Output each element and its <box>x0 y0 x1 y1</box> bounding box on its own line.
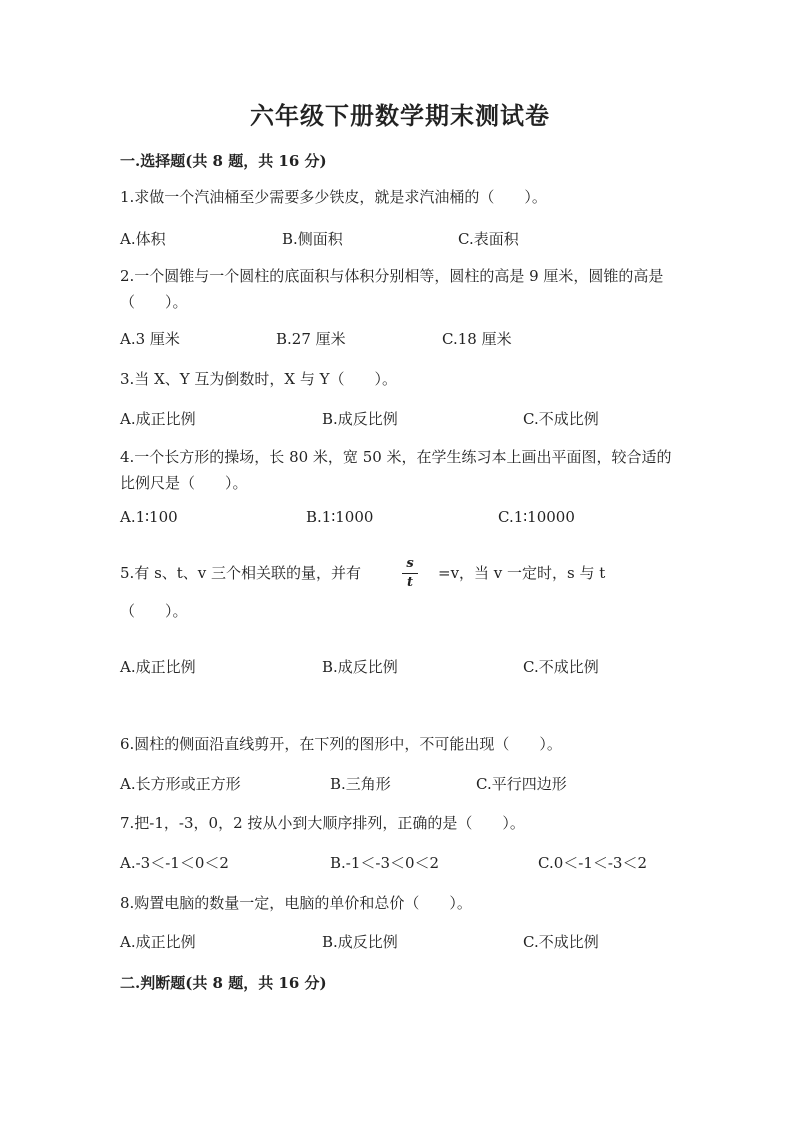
q8-option-b: B.成反比例 <box>322 933 398 951</box>
question-6: 6.圆柱的侧面沿直线剪开，在下列的图形中，不可能出现（ ）。 <box>120 735 562 753</box>
page-title: 六年级下册数学期末测试卷 <box>250 101 550 130</box>
q8-option-c: C.不成比例 <box>523 933 599 951</box>
fraction-numerator: s <box>406 556 414 571</box>
q8-option-a: A.成正比例 <box>120 933 196 951</box>
question-3: 3.当 X、Y 互为倒数时，X 与 Y（ ）。 <box>120 370 398 388</box>
question-1: 1.求做一个汽油桶至少需要多少铁皮，就是求汽油桶的（ ）。 <box>120 188 547 206</box>
question-7: 7.把-1，-3，0，2 按从小到大顺序排列，正确的是（ ）。 <box>120 814 525 832</box>
q4-option-c: C.1∶10000 <box>498 508 575 526</box>
q3-option-c: C.不成比例 <box>523 410 599 428</box>
fraction-denominator: t <box>406 575 413 590</box>
q3-option-b: B.成反比例 <box>322 410 398 428</box>
question-2: 2.一个圆锥与一个圆柱的底面积与体积分别相等，圆柱的高是 9 厘米，圆锥的高是（ ）。 <box>120 267 664 311</box>
q6-option-a: A.长方形或正方形 <box>120 775 241 793</box>
fraction-s-over-t <box>400 556 420 591</box>
question-4: 4.一个长方形的操场，长 80 米，宽 50 米，在学生练习本上画出平面图，较合适的比例尺是（ ）。 <box>120 448 672 492</box>
section-heading-2: 二.判断题(共 8 题，共 16 分) <box>120 974 327 992</box>
q3-option-a: A.成正比例 <box>120 410 196 428</box>
q5-option-b: B.成反比例 <box>322 658 398 676</box>
q6-option-b: B.三角形 <box>330 775 391 793</box>
q4-option-a: A.1∶100 <box>120 508 178 526</box>
question-5-blank: （ ）。 <box>120 602 188 620</box>
q1-option-a: A.体积 <box>120 230 166 248</box>
q6-option-c: C.平行四边形 <box>476 775 567 793</box>
q2-option-b: B.27 厘米 <box>276 330 346 348</box>
q4-option-b: B.1∶1000 <box>306 508 374 526</box>
section-heading: 一.选择题(共 8 题，共 16 分) <box>120 152 327 170</box>
q2-option-c: C.18 厘米 <box>442 330 512 348</box>
q5-option-c: C.不成比例 <box>523 658 599 676</box>
q1-option-b: B.侧面积 <box>282 230 343 248</box>
q7-option-b: B.-1＜-3＜0＜2 <box>330 854 440 872</box>
question-5-lead: 5.有 s、t、v 三个相关联的量，并有 <box>120 564 362 582</box>
q2-option-a: A.3 厘米 <box>120 330 180 348</box>
q5-option-a: A.成正比例 <box>120 658 196 676</box>
q7-option-a: A.-3＜-1＜0＜2 <box>120 854 229 872</box>
q1-option-c: C.表面积 <box>458 230 519 248</box>
question-8: 8.购置电脑的数量一定，电脑的单价和总价（ ）。 <box>120 894 472 912</box>
q7-option-c: C.0＜-1＜-3＜2 <box>538 854 648 872</box>
question-5-tail: =v，当 v 一定时，s 与 t <box>438 564 606 582</box>
